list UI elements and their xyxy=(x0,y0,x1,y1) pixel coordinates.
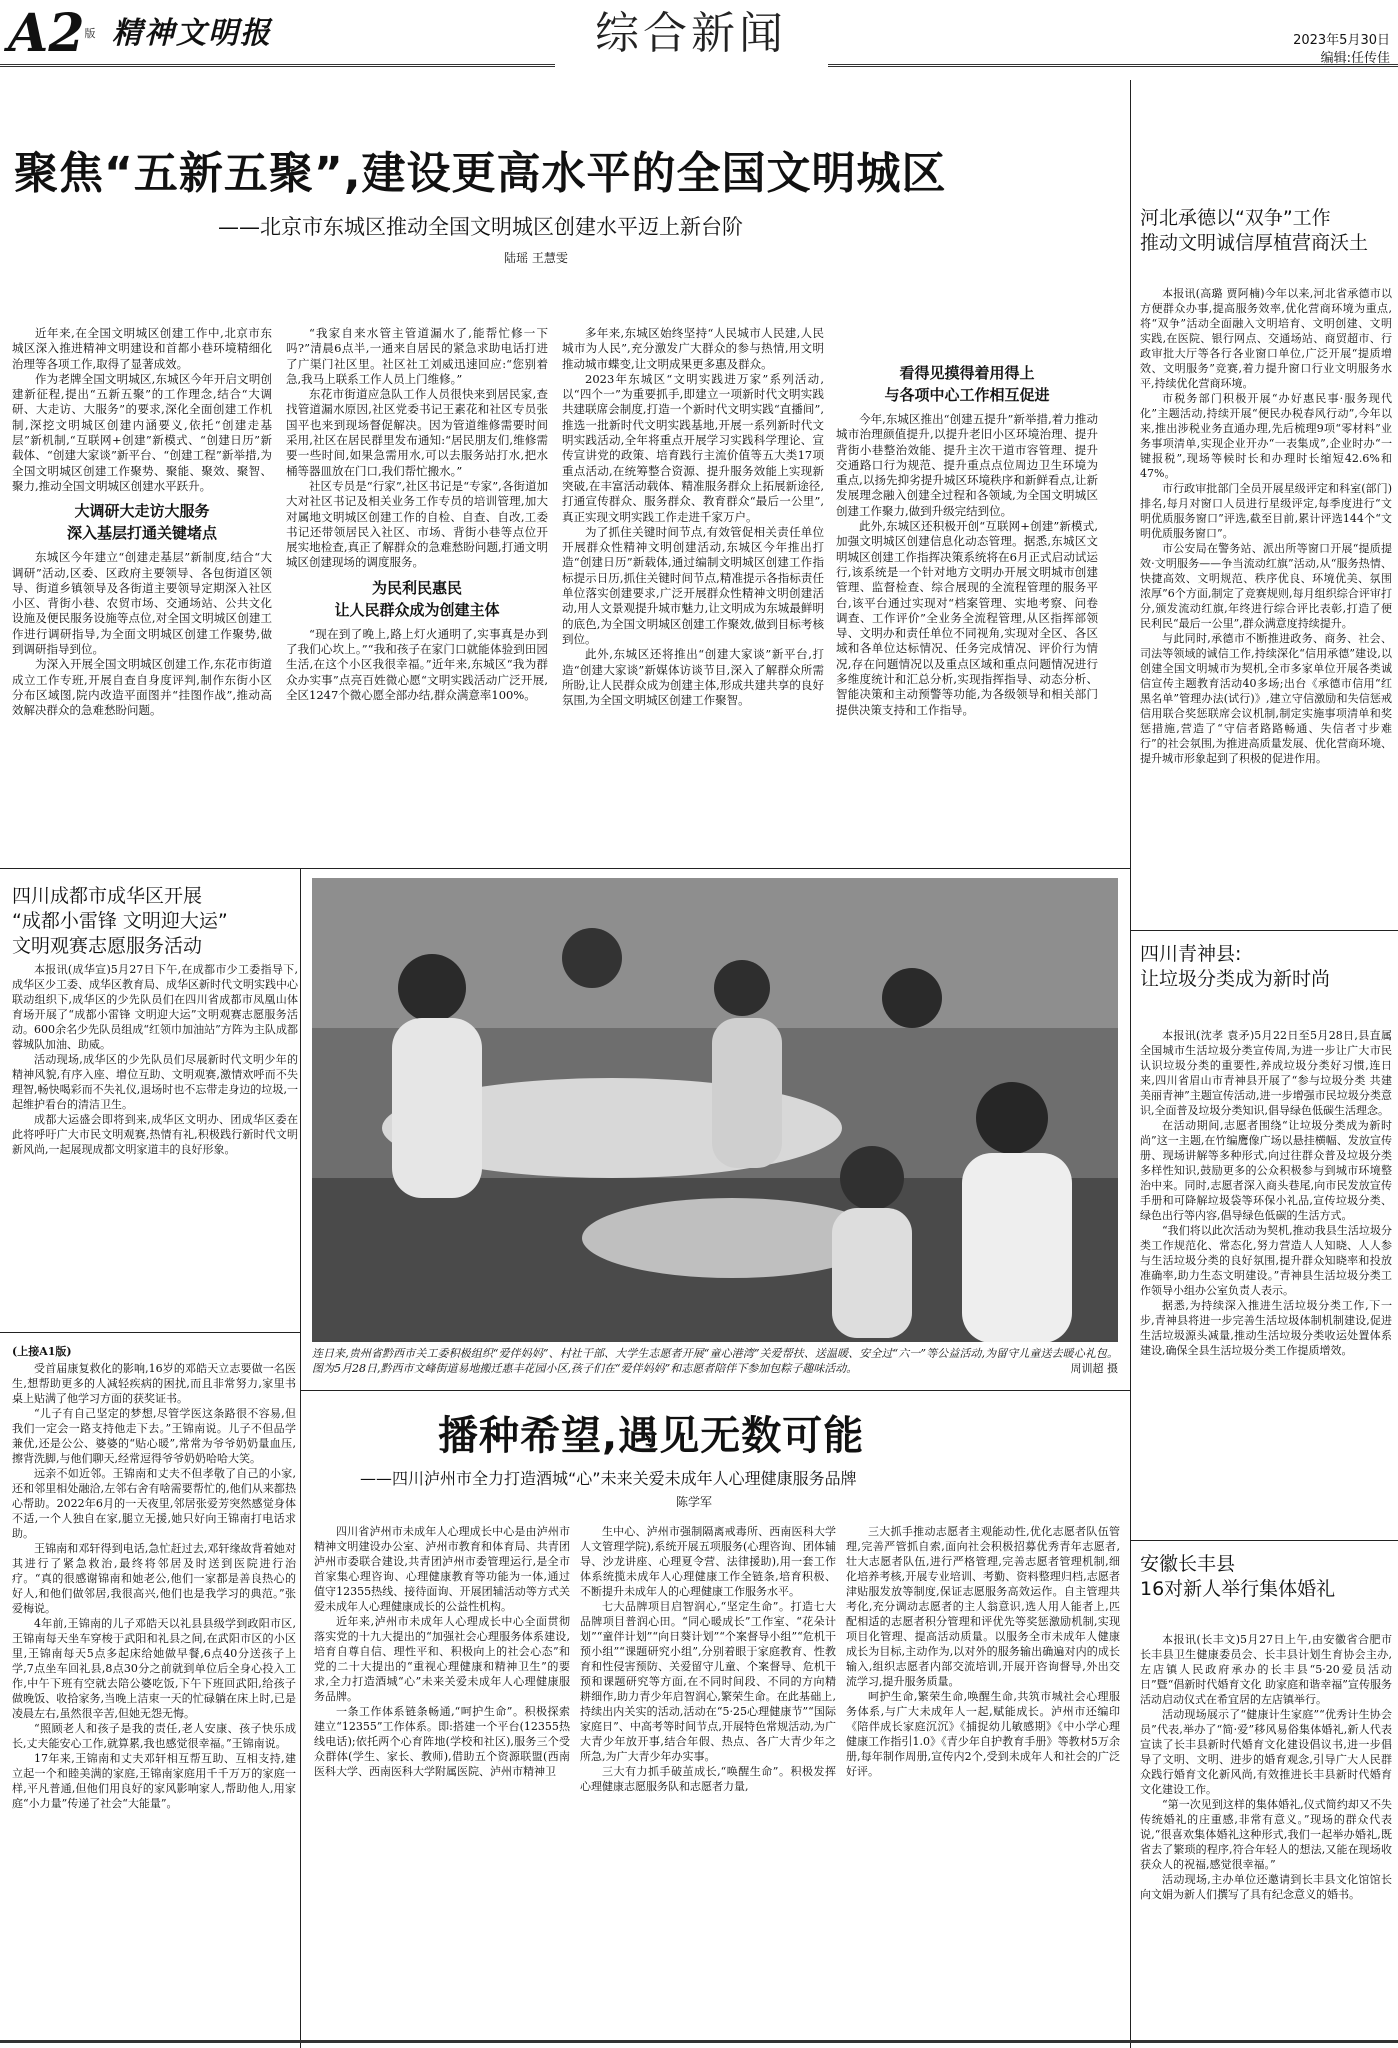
lead-subheading-3: 看得见摸得着用得上 与各项中心工作相互促进 xyxy=(884,364,1050,404)
photo-credit: 周训超 摄 xyxy=(1070,1362,1118,1375)
lead-headline: 聚焦“五新五聚”,建设更高水平的全国文明城区 xyxy=(14,148,947,199)
lead-col-1: 近年来,在全国文明城区创建工作中,北京市东城区深入推进精神文明建设和首都小巷环境精细化治理等各项工作,取得了显著成效。 作为老牌全国文明城区,东城区今年开启文明创建新征程,提出“五新五聚”的工作理念,结合“大调研、大走访、大服务”的要求,深化全面创建工作机制,深挖文明城区创建内涵要义,依托“创建走基层”新机制,“互联网+创建”新模式、“创建日历”新载体、“创建大家谈”新平台、“创建工程”新举措,为全国文明城区创建工作聚势、聚能、聚效、聚智、聚力,推动全国文明城区创建水平跃升。 大调研大走访大服务 深入基层打通关键堵点 东城区今年建立“创建走基层”新制度,结合“大调研”活动,区委、区政府主要领导、各包街道区领导、街道乡镇领导及各街道主要领导定期深入社区小区、背街小巷、农贸市场、交通场站、公共文化设施及便民服务设施等点位,对全国文明城区创建工作进行调研指导,为全面文明城区创建工作聚势,做到调研指导到位。 为深入开展全国文明城区创建工作,东花市街道成立工作专班,开展自查自身度评判,制作东街小区分布区域图,院内改造平面图并“挂图作战”,推动高效解决群众的急难愁盼问题。 xyxy=(12,326,272,718)
continued-story: (上接A1版) 受首届康复救化的影响,16岁的邓皓天立志要做一名医生,想帮助更多的人减轻疾病的困扰,而且非常努力,家里书桌上贴满了他学习方面的获奖证书。 “儿子有自己坚定的梦想,尽管学医这条路很不容易,但我们一定会一路支持他走下去。”王锦南说。儿子不但品学兼优,还是公公、婆婆的“贴心暖”,常常为爷爷奶奶量血压,擦背洗脚,与他们聊天,经常逗得爷爷奶奶哈哈大笑。 远亲不如近邻。王锦南和丈夫不但孝敬了自己的小家,还和邻里相处融洽,左邻右舍有啥需要帮忙的,他们从来都热心帮助。2022年6月的一天夜里,邻居张爱芳突然感觉身体不适,一个人独自在家,腿立无援,她只好向王锦南打电话求助。 王锦南和邓轩得到电话,急忙赶过去,邓轩缘故背着她对其进行了紧急救治,最终将邻居及时送到医院进行治疗。“真的很感谢锦南和她老公,他们一家都是善良热心的好人,和他们做邻居,我很高兴,他们也是我学习的典范。”张爱梅说。 4年前,王锦南的儿子邓皓天以礼县县级学到政阳市区,王锦南每天坐车穿梭于武阳和礼县之间,在武阳市区的小区里,王锦南每天5点多起床给她做早餐,6点40分送孩子上学,7点坐车回礼县,8点30分之前就到单位后全身心投入工作,中午下班有空就去陪公婆吃饭,下午下班回武阳,给孩子做晚饭、收拾家务,当晚上洁束一天的忙碌躺在床上时,已是凌晨左右,虽然很辛苦,但她无怨无悔。 “照顾老人和孩子是我的责任,老人安康、孩子快乐成长,丈夫能安心工作,就算累,我也感觉很幸福。”王锦南说。 17年来,王锦南和丈夫邓轩相互帮互助、互相支持,建立起一个和睦美满的家庭,王锦南家庭用千千万万的家庭一样,平凡普通,但他们用良好的家风影响家人,帮助他人,用家庭“小力量”传递了社会“大能量”。 xyxy=(12,1345,296,1810)
side1-title: 河北承德以“双争”工作 推动文明诚信厚植营商沃土 xyxy=(1140,207,1369,254)
page-number: A2版 xyxy=(8,3,96,64)
side3-title: 四川青神县: 让垃圾分类成为新时尚 xyxy=(1140,943,1331,990)
feature-subhead: ——四川泸州市全力打造酒城“心”未来关爱未成年人心理健康服务品牌 xyxy=(360,1469,857,1488)
section-banner xyxy=(556,4,826,66)
feature-byline: 陈学军 xyxy=(676,1495,713,1509)
masthead-rule-right xyxy=(828,64,1398,67)
side3-body: 本报讯(沈孝 袁矛)5月22日至5月28日,县直属全国城市生活垃圾分类宣传周,为进一步让广大市民认识垃圾分类的重要性,养成垃圾分类好习惯,连日来,四川省眉山市青神县开展了“参与垃圾分类 共建美丽青神”主题宣传活动,进一步增强市民垃圾分类意识,全面普及垃圾分类知识,倡导绿色低碳生活理念。 在活动期间,志愿者围绕“让垃圾分类成为新时尚”这一主题,在竹编鹰像广场以悬挂横幅、发放宣传册、现场讲解等多种形式,向过往群众普及垃圾分类多样性知识,鼓励更多的公众积极参与到城市环境整治中来。同时,志愿者深入商头巷尾,向市民发放宣传手册和可降解垃圾袋等环保小礼品,宣传垃圾分类、绿色出行等内容,倡导绿色低碳的生活方式。 “我们将以此次活动为契机,推动我县生活垃圾分类工作规范化、常态化,努力营造人人知晓、人人参与生活垃圾分类的良好氛围,提升群众知晓率和投放准确率,助力生态文明建设。”青神县生活垃圾分类工作领导小组办公室负责人表示。 据悉,为持续深入推进生活垃圾分类工作,下一步,青神县将进一步完善生活垃圾体制机制建设,促进生活垃圾源头减量,推动生活垃圾分类收运处置体系建设,确保全县生活垃圾分类工作提质增效。 xyxy=(1140,1029,1392,1357)
pub-date: 2023年5月30日 xyxy=(1293,33,1390,48)
feature-headline: 播种希望,遇见无数可能 xyxy=(438,1413,865,1459)
left-column-rule xyxy=(300,868,301,2048)
lead-col-2: “我家自来水管主管道漏水了,能帮忙修一下吗?”清晨6点半,一通来自居民的紧急求助电话打进了广渠门社区里。社区社工刘威迅速回应:“您别着急,我马上联系工作人员上门维修。” 东花市街道应急队工作人员很快来到居民家,查找管道漏水原因,社区党委书记王素花和社区专员张国平也来到现场督促解决。因为管道维修需要时间采用,社区在居民群里发布通知:“居民朋友们,维修需要一些时间,如果急需用水,可以去服务站打水,把水桶等器皿放在门口,我们帮忙搬水。” 社区专员是“行家”,社区书记是“专家”,各街道加大对社区书记及相关业务工作专员的培训管理,加大对属地文明城区创建工作的自检、自查、自改,工委书记还带领居民入社区、市场、背街小巷等点位开展实地检查,真正了解群众的急难愁盼问题,打通文明城区创建现场的调度服务。 为民利民惠民 让人民群众成为创建主体 “现在到了晚上,路上灯火通明了,实事真是办到了我们心坎上。”“我和孩子在家门口就能体验到田园生活,在这个小区我很幸福。”近年来,东城区“我为群众办实事”点亮百姓微心愿“文明实践活动广泛开展,全区1247个微心愿全部办结,群众满意率100%。 xyxy=(286,326,548,702)
lead-byline: 陆瑶 王慧雯 xyxy=(504,251,568,265)
side1-body: 本报讯(高璐 贾阿楠)今年以来,河北省承德市以方便群众办事,提高服务效率,优化营商环境为重点,将“双争”活动全面融入文明培育、文明创建、文明实践,在医院、银行网点、交通场站、商贸超市、行政审批大厅等各行各业窗口单位,广泛开展“提质增效、文明服务”竞赛,着力提升窗口行业文明服务水平,持续优化营商环境。 市税务部门积极开展“办好惠民事·服务现代化”主题活动,持续开展“便民办税春风行动”,今年以来,推出涉税业务直通办理,先后梳理9项“零材料”业务事项清单,实现企业开办“一表集成”,企业时办“一键报税”,现场等候时长和办理时长缩短42.6%和47%。 市行政审批部门全员开展星级评定和科室(部门)排名,每月对窗口人员进行星级评定,每季度进行“文明优质服务窗口”评选,截至目前,累计评选144个“文明优质服务窗口”。 市公安局在警务站、派出所等窗口开展“提质提效·文明服务——争当流动红旗”活动,从“服务热情、快捷高效、文明规范、秩序优良、环境优美、氛围浓厚”6个方面,制定了竞赛规则,每月组织综合评审打分,颁发流动红旗,年终进行综合评比表彰,打造了便民利民“最后一公里”,群众满意度持续提升。 与此同时,承德市不断推进政务、商务、社会、司法等领域的诚信工作,持续深化“信用承德”建设,以创建全国文明城市为契机,全市多家单位开展各类诚信宣传主题教育活动40多场;出台《承德市信用“红黑名单”管理办法(试行)》,建立守信激励和失信惩戒信用联合奖惩联席会议机制,制定实施事项清单和奖惩措施,营造了“守信者路路畅通、失信者寸步难行”的社会氛围,为推进高质量发展、优化营商环境、提升城市形象起到了积极的促进作用。 xyxy=(1140,287,1392,765)
side4-body: 本报讯(长丰文)5月27日上午,由安徽省合肥市长丰县卫生健康委员会、长丰县计划生育协会主办,左店镇人民政府承办的长丰县“5·20爱员活动日”暨“倡新时代婚育文化 助家庭和谐幸福”宣传服务活动启动仪式在希宜居的左店镇举行。 活动现场展示了“健康计生家庭”“优秀计生协会员”代表,举办了“简·爱”移风易俗集体婚礼,新人代表宣读了长丰县新时代婚育文化建设倡议书,进一步倡导了文明、文明、进步的婚育观念,引导广大人民群众践行婚育文化新风尚,有效推进长丰县新时代婚育文化建设工作。 “第一次见到这样的集体婚礼,仪式简约却又不失传统婚礼的庄重感,非常有意义。”现场的群众代表说,“很喜欢集体婚礼这种形式,我们一起举办婚礼,既省去了繁琐的程序,符合年轻人的想法,又能在现场收获众人的祝福,感觉很幸福。” 活动现场,主办单位还邀请到长丰县文化馆馆长向文娟为新人们撰写了具有纪念意义的婚书。 xyxy=(1140,1633,1392,1901)
side1-bottom-rule xyxy=(1130,930,1398,931)
masthead-rule xyxy=(0,64,555,67)
side4-title: 安徽长丰县 16对新人举行集体婚礼 xyxy=(1140,1553,1336,1600)
masthead xyxy=(0,0,1398,80)
lead-subhead: ——北京市东城区推动全国文明城区创建水平迈上新台阶 xyxy=(218,215,743,239)
continued-tag: (上接A1版) xyxy=(12,1345,72,1358)
lead-subheading-1: 大调研大走访大服务 深入基层打通关键堵点 xyxy=(66,502,217,543)
lead-bottom-rule xyxy=(0,868,1130,869)
side2-title: 四川成都市成华区开展 “成都小雷锋 文明迎大运” 文明观赛志愿服务活动 xyxy=(12,885,228,957)
editor-credit: 编辑:任传佳 xyxy=(1320,51,1390,66)
feature-col-2: 生中心、泸州市强制隔离戒毒所、西南医科大学人文管理学院),系统开展五项服务(心理咨询、团体辅导、沙龙讲座、心理夏令营、法律援助),用一套工作体系统揽未成年人心理健康工作全链条,培育积极、不断提升未成年人的心理健康工作服务水平。 七大品牌项目启智润心,“坚定生命”。打造七大品牌项目普润心田。“同心暖成长”工作室、“花朵计划”“童伴计划”“向日葵计划”“个案督导小组”“危机干预小组”“课题研究小组”,分别着眼于家庭教育、性教育和性侵害预防、关爱留守儿童、个案督导、危机干预和课题研究等方面,在不同时间段、不同的方向精耕细作,助力青少年启智润心,繁荣生命。在此基础上,持续出内关实的活动,活动在“5·25心理健康节”“国际家庭日”、中高考等时间节点,开展特色常规活动,为广大青少年放开事,结合年假、热点、各广大青少年之所急,为广大青少年办实事。 三大有力抓手破茧成长,“唤醒生命”。积极发挥心理健康志愿服务队和志愿者力量, xyxy=(580,1525,836,1793)
side3-bottom-rule xyxy=(1130,1540,1398,1541)
lead-col-3: 多年来,东城区始终坚持“人民城市人民建,人民城市为人民”,充分激发广大群众的参与热情,用文明推动城市蝶变,让文明成果更多惠及群众。 2023年东城区“文明实践进万家”系列活动,以“四个一”为重要抓手,即建立一项新时代文明实践共建联席会制度,打造一个新时代文明实践“直播间”,推选一批新时代文明实践基地,开展一系列新时代文明实践活动,全年将重点开展学习实践科学理论、宣传宣讲党的政策、培育践行主流价值等五大类17项重点活动,在统筹整合资源、提升服务效能上实现新突破,在丰富活动载体、精准服务群众上拓展新途径,打通宣传群众、服务群众、教育群众“最后一公里”,真正实现文明实践工作走进千家万户。 为了抓住关键时间节点,有效管促相关责任单位开展群众性精神文明创建活动,东城区今年推出打造“创建日历”新载体,通过编制文明城区创建工作指标提示日历,抓住关键时间节点,精准提示各指标责任单位落实创建要求,广泛开展群众性精神文明创建活动,用人文景观提升城市魅力,让文明成为东城最鲜明的底色,为全国文明城区创建工作聚效,做到目标考核到位。 此外,东城区还将推出“创建大家谈”新平台,打造“创建大家谈”新媒体访谈节目,深入了解群众所需所盼,让人民群众成为创建主体,形成共建共享的良好氛围,为全国文明城区创建工作聚智。 xyxy=(562,326,824,708)
section-title: 综合新闻 xyxy=(595,8,787,59)
lead-subheading-2: 为民利民惠民 让人民群众成为创建主体 xyxy=(334,578,500,619)
photo-illustration xyxy=(312,878,1118,1342)
side2-bottom-rule xyxy=(0,1332,300,1333)
lead-col-4: 看得见摸得着用得上 与各项中心工作相互促进 今年,东城区推出“创建五提升”新举措,着力推动城市治理颜值提升,以提升老旧小区环境治理、提升背街小巷整治效能、提升主次干道市容管理、提升交通路口行为规范、提升重点点位周边卫生环境为重点,以扬先抑劣提升城区环境秩序和新鲜看点,让新发展理念融入创建全过程和各领域,为全国文明城区创建工作聚力,做到升级完结到位。 此外,东城区还积极开创“互联网+创建”新模式,加强文明城区创建信息化动态管理。据悉,东城区文明城区创建工作指挥决策系统将在6月正式启动试运行,该系统是一个针对地方文明办开展文明城市创建管理、监督检查、综合展现的全流程管理的服务平台,该平台通过实现对“档案管理、实地考察、问卷调查、工作评价”全业务全流程管理,从区指挥部领导、文明办和责任单位不同视角,实现对全区、各区域和各单位达标情况、任务完成情况、评价行为情况,存在问题情况以及重点区域和重点问题情况进行多维度统计和汇总分析,实现指挥指导、动态分析、智能决策和主动预警等功能,为各级领导和相关部门提供决策支持和工作指导。 xyxy=(836,364,1098,717)
right-column-rule xyxy=(1130,80,1131,2048)
page-bottom-rule xyxy=(0,2040,1398,2043)
photo-bottom-rule xyxy=(300,1390,1130,1391)
side2-body: 本报讯(成华宣)5月27日下午,在成都市少工委指导下,成华区少工委、成华区教育局、成华区新时代文明实践中心联动组织下,成华区的少先队员们在四川省成都市凤凰山体育场开展了“成都小雷锋 文明迎大运”文明观赛志愿服务活动。600余名少先队员组成“红领巾加油站”方阵为主队成都蓉城队加油、助威。 活动现场,成华区的少先队员们尽展新时代文明少年的精神风貌,有序入座、增位互助、文明观赛,激情欢呼而不失理智,畅快喝彩而不失礼仪,退场时也不忘带走身边的垃圾,一起维护看台的清洁卫生。 成都大运盛会即将到来,成华区文明办、团成华区委在此将呼吁广大市民文明观赛,热情有礼,积极践行新时代文明新风尚,一起展现成都文明家道丰的良好形象。 xyxy=(12,963,298,1156)
news-photo xyxy=(312,878,1118,1342)
paper-name: 精神文明报 xyxy=(112,16,272,51)
photo-caption: 连日来,贵州省黔西市关工委积极组织“爱伴妈妈”、村社干部、大学生志愿者开展“童心港湾”关爱帮扶、送温暖、安全过“六一”等公益活动,为留守儿童送去暖心礼包。图为5月28日,黔西市文峰街道易地搬迁惠丰花园小区,孩子们在“爱伴妈妈”和志愿者陪伴下参加包粽子趣味活动。 周训超 摄 xyxy=(312,1347,1118,1375)
feature-col-3: 三大抓手推动志愿者主观能动性,优化志愿者队伍管理,完善严管抓自索,面向社会积极招募优秀青年志愿者,壮大志愿者队伍,进行严格管理,完善志愿者管理机制,细化培养考核,开展专业培训、考勤、资料整理归档,志愿者津贴服发放等制度,保证志愿服务高效运作。自主管理共考化,充分调动志愿者的主人翁意识,选人用人能者上,匹配相适的志愿者积分管理和评优先等奖惩激励机制,实现项目化管理、提高活动质量。以服务全市未成年人健康成长为目标,主动作为,以对外的服务输出确遍对内的成长输入,组织志愿者内部交流培训,开展开咨询督导,外出交流学习,提升服务质量。 呵护生命,繁荣生命,唤醒生命,共筑市城社会心理服务体系,与广大未成年人一起,赋能成长。泸州市还编印《陪伴成长家庭沉沉》《捕捉幼儿敏感期》《中小学心理健康工作指引1.0》《青少年自护教育手册》等教材5万余册,每年制作周册,宣传内2个,受到未成年人和社会的广泛好评。 xyxy=(846,1525,1120,1778)
feature-col-1: 四川省泸州市未成年人心理成长中心是由泸州市精神文明建设办公室、泸州市教育和体育局、共青团泸州市委联合建设,共青团泸州市委管理运行,是全市首家集心理咨询、心理健康教育等功能为一体,通过值守12355热线、接待面询、开展团辅活动等方式关爱未成年人心理健康成长的公益性机构。 近年来,泸州市未成年人心理成长中心全面贯彻落实党的十九大提出的“加强社会心理服务体系建设,培育自尊自信、理性平和、积极向上的社会心态”和党的二十大提出的“重视心理健康和精神卫生”的要求,全力打造酒城“心”未来关爱未成年人心理健康服务品牌。 一条工作体系链条畅通,“呵护生命”。积极探索建立“12355”工作体系。即:搭建一个平台(12355热线电话);依托两个心育阵地(学校和社区),服务三个受众群体(学生、家长、教师),借助五个资源联盟(西南医科大学、西南医科大学附属医院、泸州市精神卫 xyxy=(314,1525,570,1778)
